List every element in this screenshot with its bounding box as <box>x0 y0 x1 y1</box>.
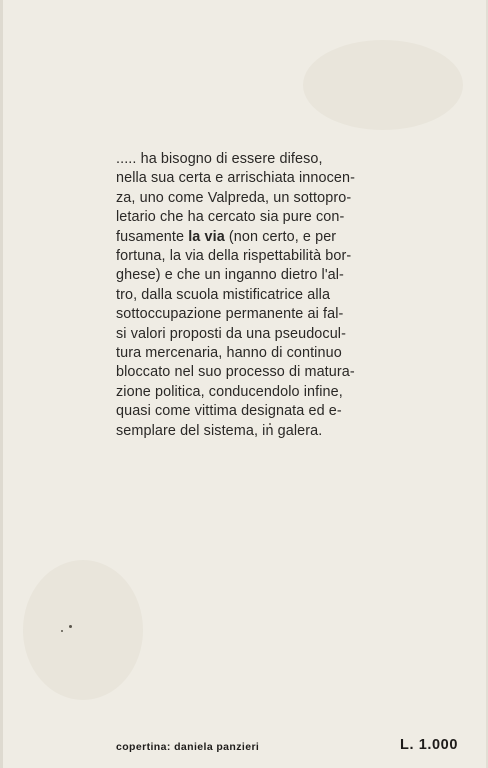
ink-speck <box>61 630 63 632</box>
blurb-line: zione politica, conducendolo infine, <box>116 383 343 400</box>
blurb-line-text: (non certo, e per <box>224 228 337 245</box>
blurb-line: bloccato nel suo processo di matura- <box>116 364 355 381</box>
blurb-line: letario che ha cercato sia pure con- <box>116 209 345 226</box>
paper-stain <box>303 40 463 130</box>
blurb-line: quasi come vittima designata ed e- <box>116 403 342 420</box>
blurb-line: ..... ha bisogno di essere difeso, <box>116 151 323 167</box>
blurb-line: sottoccupazione permanente ai fal- <box>116 306 344 323</box>
paper-stain <box>23 560 143 700</box>
blurb-line: si valori proposti da una pseudocul- <box>116 325 346 342</box>
blurb-line: fortuna, la via della rispettabilità bor- <box>116 248 352 265</box>
blurb-emphasis: la via <box>188 228 225 245</box>
blurb-line-text: fusamente <box>116 228 189 245</box>
blurb-line: semplare del sistema, in galera. <box>116 422 323 439</box>
blurb-text <box>116 150 406 441</box>
price-label: L. 1.000 <box>400 737 458 753</box>
blurb-line: tura mercenaria, hanno di continuo <box>116 345 342 362</box>
blurb-line: tro, dalla scuola mistificatrice alla <box>116 286 331 303</box>
blurb-line: za, uno come Valpreda, un sottopro- <box>116 189 352 206</box>
blurb-line: ghese) e che un inganno dietro l'al- <box>116 267 344 284</box>
blurb-line <box>116 228 406 247</box>
ink-speck <box>69 625 72 628</box>
cover-credit: copertina: daniela panzieri <box>116 741 260 753</box>
blurb-line: nella sua certa e arrischiata innocen- <box>116 170 355 187</box>
